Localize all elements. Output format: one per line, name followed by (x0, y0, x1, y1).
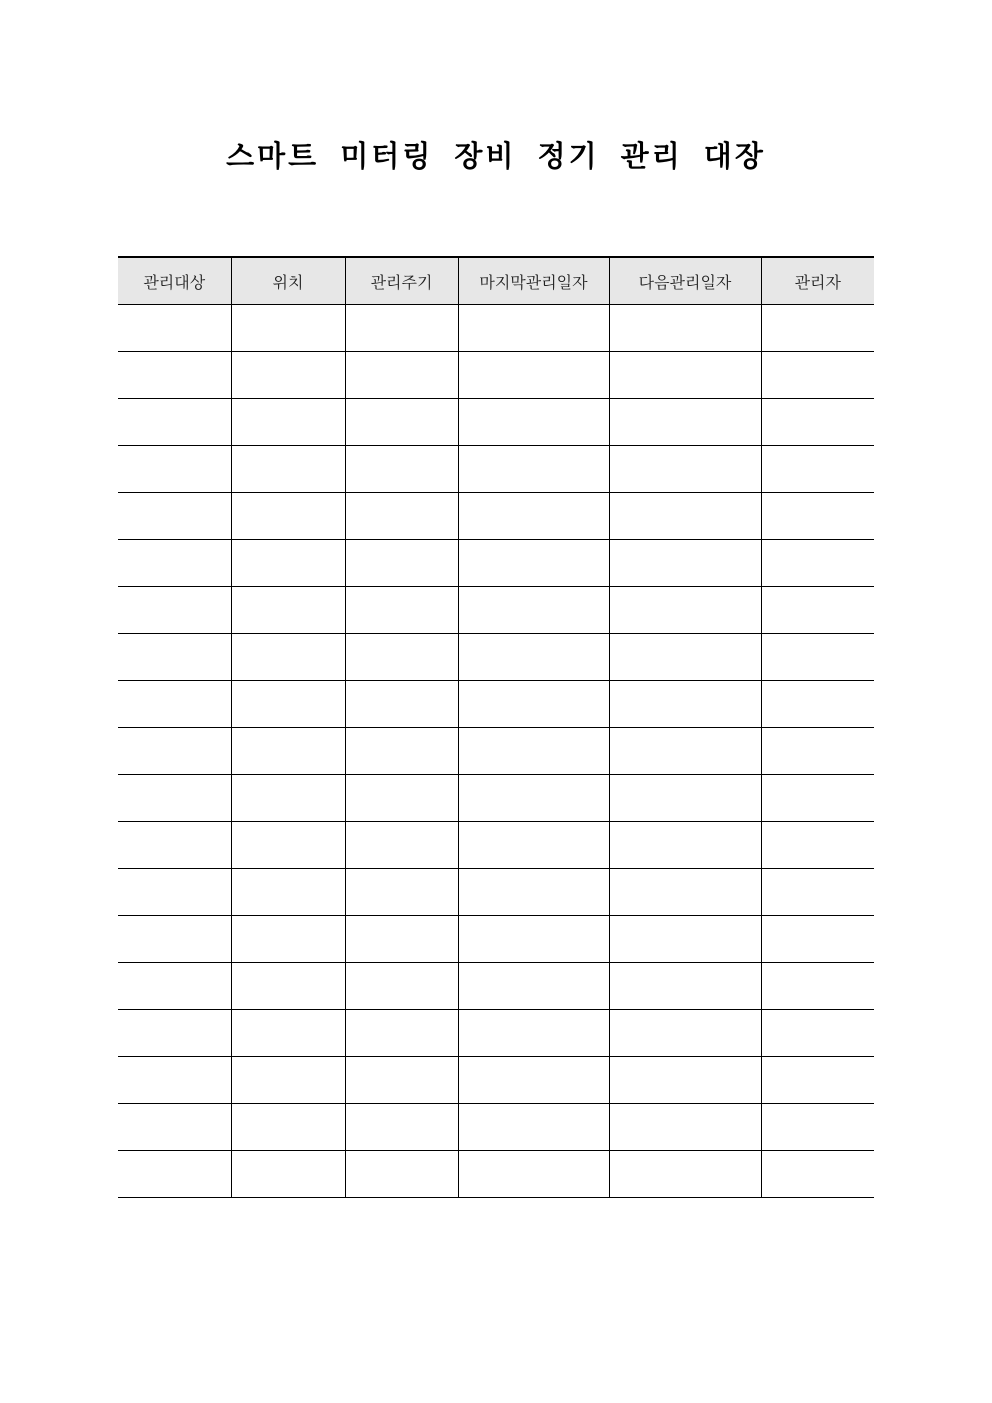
table-cell (118, 869, 231, 916)
table-cell (609, 869, 761, 916)
table-cell (118, 1057, 231, 1104)
table-cell (345, 1151, 458, 1198)
table-row (118, 1104, 874, 1151)
table-cell (458, 352, 609, 399)
table-row (118, 352, 874, 399)
table-cell (118, 1151, 231, 1198)
table-cell (345, 446, 458, 493)
table-cell (609, 352, 761, 399)
table-cell (345, 540, 458, 587)
table-cell (761, 305, 874, 352)
table-cell (345, 775, 458, 822)
table-cell (458, 305, 609, 352)
table-cell (458, 399, 609, 446)
table-cell (118, 634, 231, 681)
table-body (118, 305, 874, 1198)
table-cell (609, 493, 761, 540)
table-cell (345, 1010, 458, 1057)
table-cell (609, 916, 761, 963)
table-row (118, 540, 874, 587)
table-cell (609, 775, 761, 822)
table-cell (458, 775, 609, 822)
table-cell (609, 540, 761, 587)
table-cell (345, 305, 458, 352)
table-cell (609, 1010, 761, 1057)
header-cycle: 관리주기 (345, 257, 458, 305)
table-row (118, 728, 874, 775)
table-cell (231, 1057, 345, 1104)
table-cell (458, 916, 609, 963)
table-cell (761, 446, 874, 493)
table-cell (761, 352, 874, 399)
table-cell (458, 869, 609, 916)
table-cell (231, 1151, 345, 1198)
table-cell (761, 587, 874, 634)
table-cell (231, 446, 345, 493)
table-cell (231, 634, 345, 681)
table-cell (458, 493, 609, 540)
table-cell (118, 1104, 231, 1151)
table-cell (118, 352, 231, 399)
table-cell (761, 1104, 874, 1151)
table-cell (609, 1057, 761, 1104)
table-cell (761, 540, 874, 587)
table-cell (231, 728, 345, 775)
table-cell (761, 493, 874, 540)
table-cell (458, 1104, 609, 1151)
table-cell (345, 681, 458, 728)
table-row (118, 305, 874, 352)
header-next-date: 다음관리일자 (609, 257, 761, 305)
table-cell (231, 1104, 345, 1151)
table-cell (609, 822, 761, 869)
table-row (118, 446, 874, 493)
table-cell (118, 1010, 231, 1057)
table-cell (609, 963, 761, 1010)
table-cell (609, 587, 761, 634)
table-cell (609, 305, 761, 352)
table-row (118, 681, 874, 728)
header-location: 위치 (231, 257, 345, 305)
table-cell (345, 822, 458, 869)
table-header-row (118, 257, 874, 305)
table-cell (118, 775, 231, 822)
table-cell (231, 352, 345, 399)
table-cell (609, 399, 761, 446)
table-cell (118, 916, 231, 963)
table-cell (761, 822, 874, 869)
table-cell (118, 305, 231, 352)
table-cell (761, 916, 874, 963)
table-cell (231, 822, 345, 869)
table-row (118, 587, 874, 634)
table-cell (345, 493, 458, 540)
table-cell (345, 963, 458, 1010)
table-cell (609, 1104, 761, 1151)
table-cell (761, 681, 874, 728)
header-last-date: 마지막관리일자 (458, 257, 609, 305)
table-cell (458, 540, 609, 587)
table-cell (231, 963, 345, 1010)
table-cell (458, 728, 609, 775)
table-cell (118, 399, 231, 446)
table-cell (231, 493, 345, 540)
table-cell (609, 634, 761, 681)
table-cell (231, 775, 345, 822)
table-cell (458, 822, 609, 869)
table-cell (458, 963, 609, 1010)
table-cell (345, 1104, 458, 1151)
table-cell (118, 446, 231, 493)
table-cell (761, 869, 874, 916)
table-cell (458, 681, 609, 728)
table-cell (345, 352, 458, 399)
table-cell (458, 1151, 609, 1198)
table-cell (345, 399, 458, 446)
table-cell (118, 728, 231, 775)
table-cell (118, 681, 231, 728)
table-cell (231, 869, 345, 916)
table-cell (118, 822, 231, 869)
table-row (118, 775, 874, 822)
table-cell (231, 681, 345, 728)
table-cell (458, 446, 609, 493)
table-row (118, 399, 874, 446)
table-cell (761, 728, 874, 775)
page-title: 스마트 미터링 장비 정기 관리 대장 (226, 139, 766, 173)
table-cell (231, 1010, 345, 1057)
table-cell (345, 634, 458, 681)
table-cell (458, 587, 609, 634)
table-cell (761, 1057, 874, 1104)
table-cell (118, 963, 231, 1010)
table-cell (345, 869, 458, 916)
table-row (118, 869, 874, 916)
table-cell (345, 916, 458, 963)
table-cell (761, 1151, 874, 1198)
table-cell (458, 1057, 609, 1104)
table-cell (231, 305, 345, 352)
table-cell (231, 916, 345, 963)
management-ledger-table (118, 256, 874, 1198)
table-cell (231, 399, 345, 446)
table-cell (609, 681, 761, 728)
table-cell (345, 1057, 458, 1104)
table-cell (761, 775, 874, 822)
table-cell (761, 399, 874, 446)
table-cell (458, 1010, 609, 1057)
table-cell (231, 540, 345, 587)
table-cell (609, 1151, 761, 1198)
table-cell (761, 963, 874, 1010)
table-row (118, 493, 874, 540)
table-row (118, 916, 874, 963)
table-cell (609, 446, 761, 493)
table-cell (458, 634, 609, 681)
table-cell (345, 728, 458, 775)
table-row (118, 1057, 874, 1104)
table-cell (118, 540, 231, 587)
table-row (118, 822, 874, 869)
table-row (118, 1151, 874, 1198)
table-cell (118, 493, 231, 540)
table-cell (345, 587, 458, 634)
table-cell (761, 1010, 874, 1057)
table-cell (609, 728, 761, 775)
table-cell (761, 634, 874, 681)
header-target: 관리대상 (118, 257, 231, 305)
table-row (118, 634, 874, 681)
table-cell (118, 587, 231, 634)
table-cell (231, 587, 345, 634)
table-row (118, 963, 874, 1010)
header-manager: 관리자 (761, 257, 874, 305)
table-row (118, 1010, 874, 1057)
